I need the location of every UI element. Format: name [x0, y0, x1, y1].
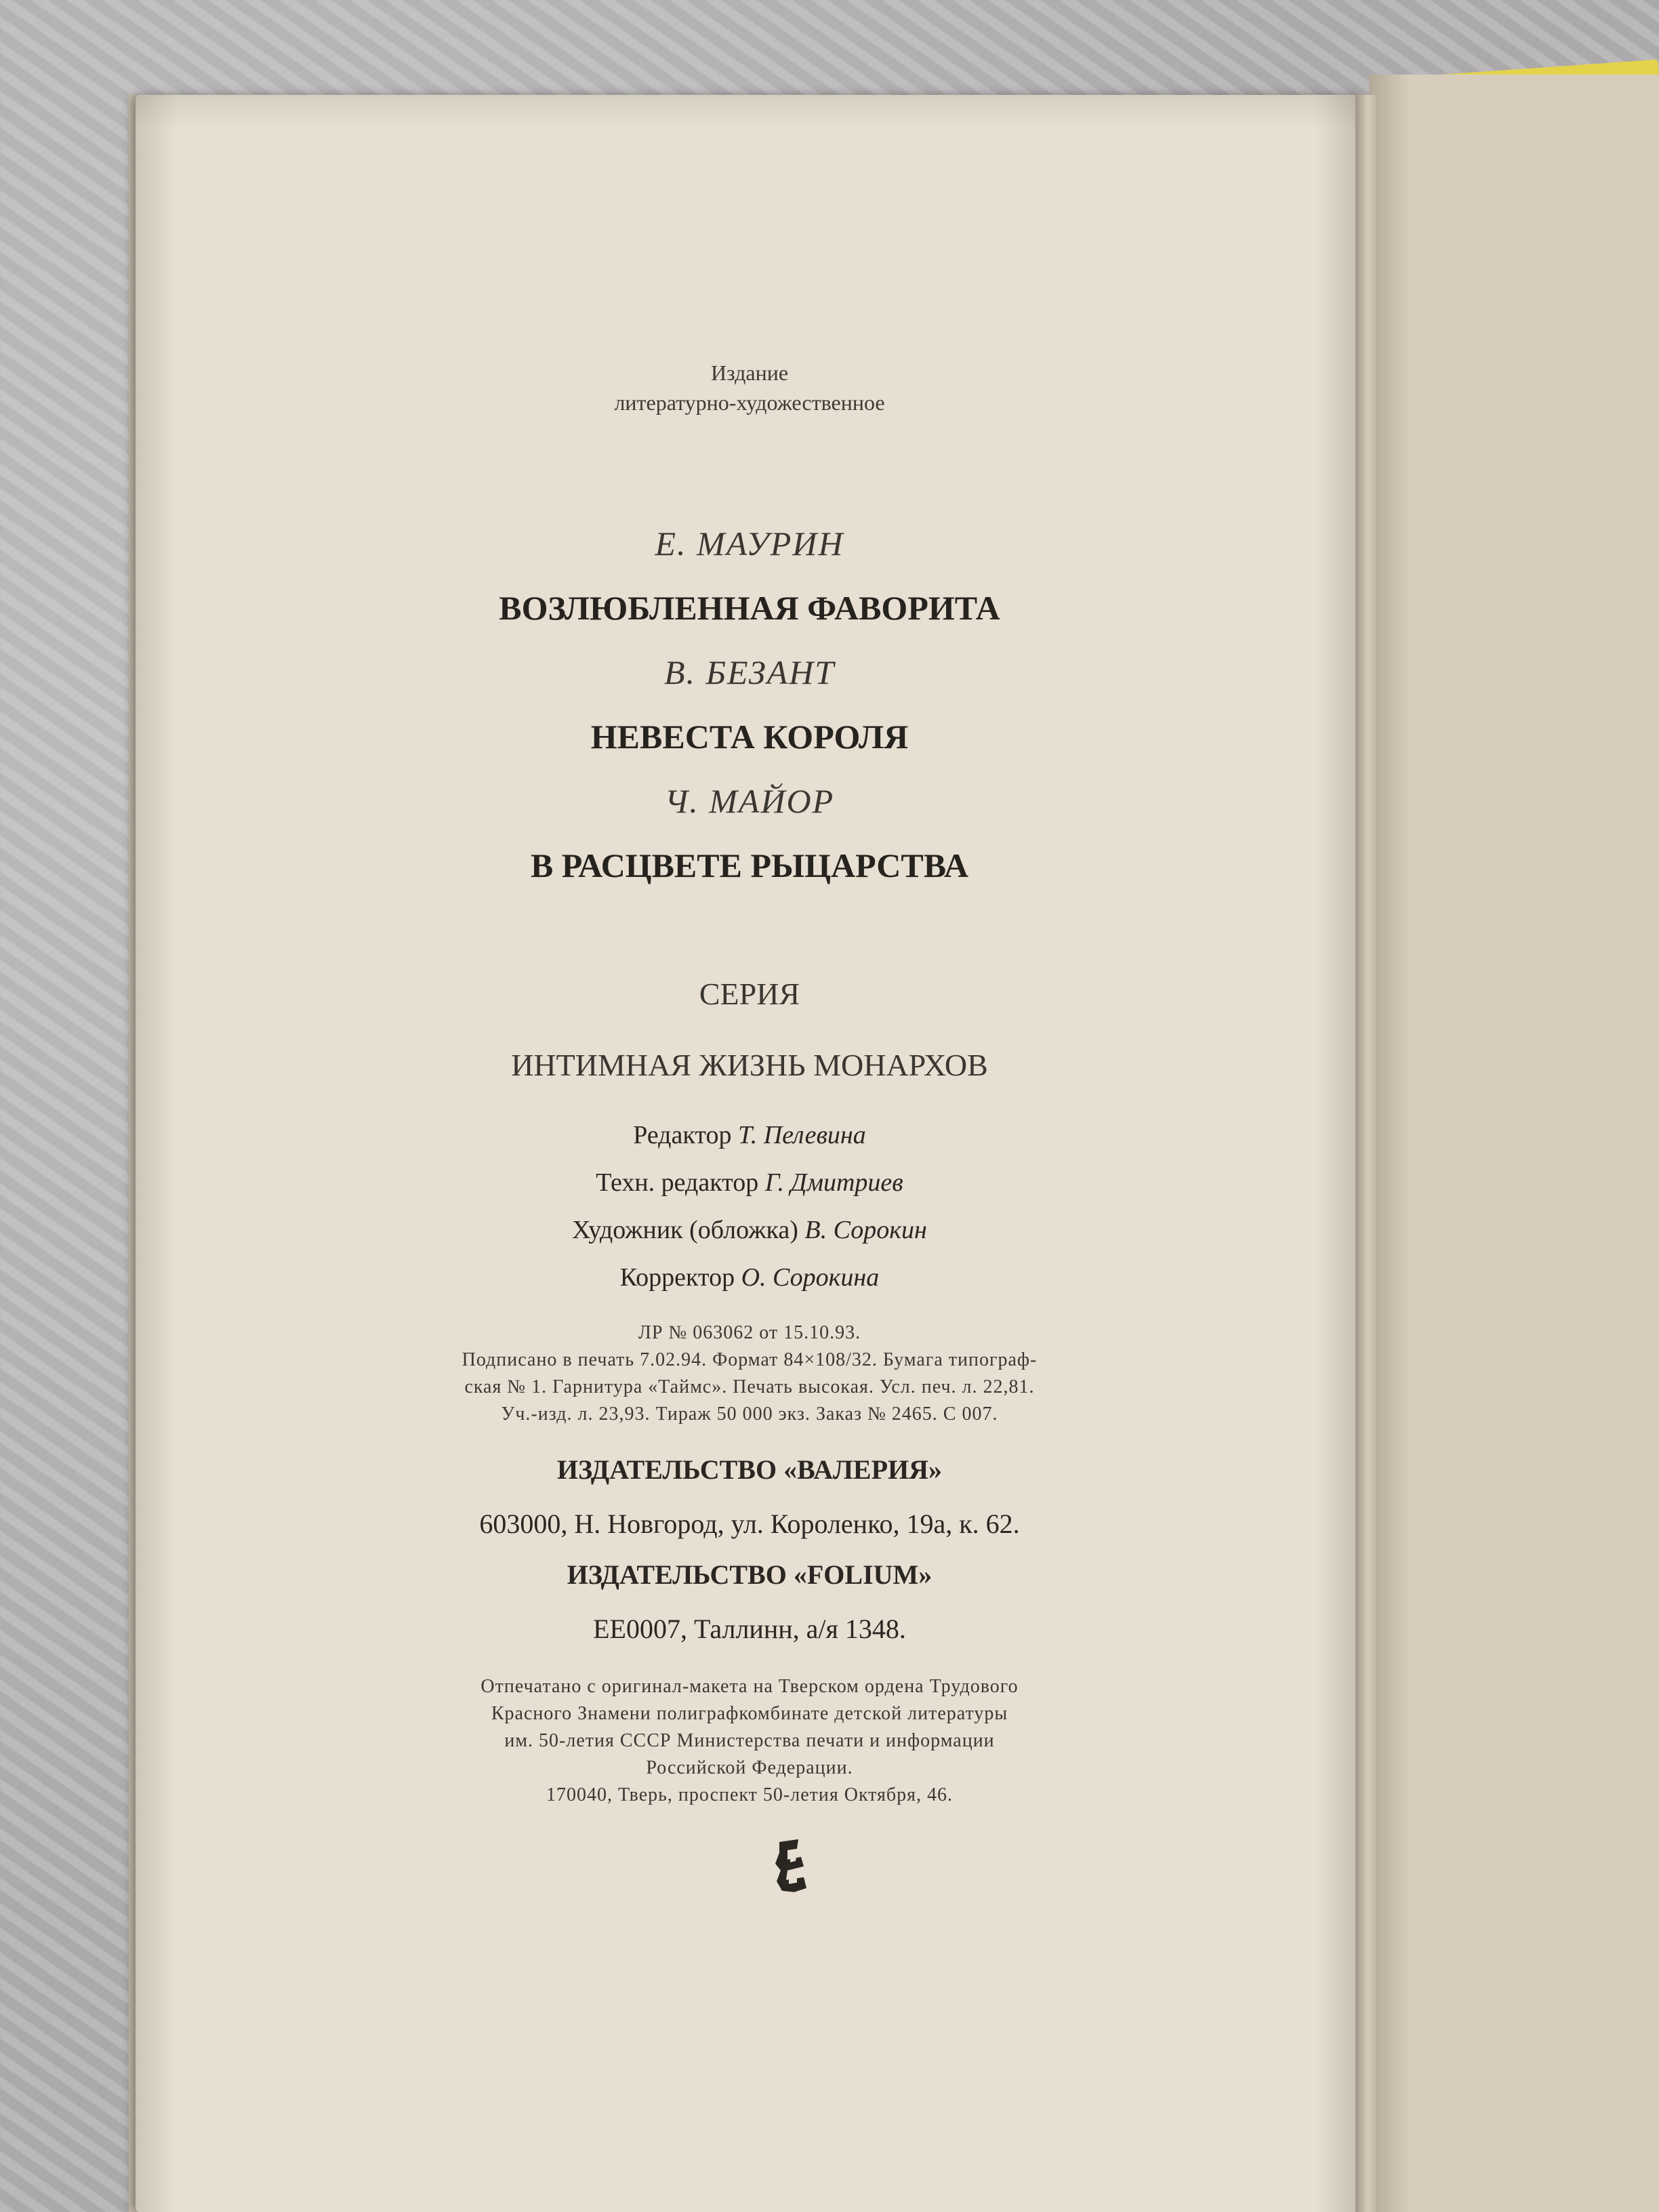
title-3: В РАСЦВЕТЕ РЫЦАРСТВА [530, 846, 969, 884]
printer-line-1: Отпечатано с оригинал-макета на Тверском ордена Трудового [480, 1676, 1019, 1697]
credit-person: О. Сорокина [741, 1263, 880, 1292]
credit-editor [136, 1120, 1364, 1150]
title-1: ВОЗЛЮБЛЕННАЯ ФАВОРИТА [499, 589, 1000, 627]
credit-tech-editor [136, 1168, 1364, 1197]
colophon-page [136, 95, 1364, 2212]
printer-line-3: им. 50-летия СССР Министерства печати и информации [504, 1730, 995, 1751]
imprint-line-4: Уч.-изд. л. 23,93. Тираж 50 000 экз. Заказ № 2465. С 007. [501, 1404, 998, 1425]
imprint-line-3: ская № 1. Гарнитура «Таймс». Печать высокая. Усл. печ. л. 22,81. [464, 1376, 1035, 1397]
credit-person: Т. Пелевина [737, 1121, 866, 1149]
credit-artist [136, 1215, 1364, 1245]
publisher-1-name: ИЗДАТЕЛЬСТВО «ВАЛЕРИЯ» [556, 1454, 943, 1485]
credit-role: Художник (обложка) [572, 1216, 798, 1244]
author-2: В. БЕЗАНТ [663, 653, 836, 691]
printer-line-2: Красного Знамени полиграфкомбинате детской литературы [491, 1703, 1008, 1724]
right-page [1369, 75, 1659, 2212]
series-label: СЕРИЯ [699, 977, 800, 1011]
series-name: ИНТИМНАЯ ЖИЗНЬ МОНАРХОВ [511, 1048, 988, 1082]
printer-line-5: 170040, Тверь, проспект 50-летия Октября, 46. [546, 1784, 954, 1805]
publisher-2-name: ИЗДАТЕЛЬСТВО «FOLIUM» [567, 1559, 933, 1590]
imprint-line-1: ЛР № 063062 от 15.10.93. [638, 1322, 861, 1343]
edition-type-line-1: Издание [710, 361, 789, 385]
credit-person: В. Сорокин [804, 1216, 927, 1244]
imprint-line-2: Подписано в печать 7.02.94. Формат 84×108/32. Бумага типограф- [462, 1349, 1038, 1370]
credit-role: Редактор [633, 1121, 732, 1149]
printer-line-4: Российской Федерации. [646, 1757, 853, 1778]
title-2: НЕВЕСТА КОРОЛЯ [590, 718, 909, 756]
publisher-1-address: 603000, Н. Новгород, ул. Короленко, 19а, к. 62. [479, 1509, 1020, 1539]
credit-proofreader [136, 1263, 1364, 1292]
publisher-2-address: ЕЕ0007, Таллинн, а/я 1348. [593, 1614, 906, 1644]
printer-logo-icon [767, 1837, 821, 1895]
credit-role: Корректор [619, 1263, 735, 1292]
author-1: Е. МАУРИН [655, 525, 844, 562]
credit-person: Г. Дмитриев [764, 1168, 903, 1197]
credit-role: Техн. редактор [596, 1168, 759, 1197]
author-3: Ч. МАЙОР [664, 782, 835, 820]
edition-type-line-2: литературно-художественное [614, 390, 885, 415]
